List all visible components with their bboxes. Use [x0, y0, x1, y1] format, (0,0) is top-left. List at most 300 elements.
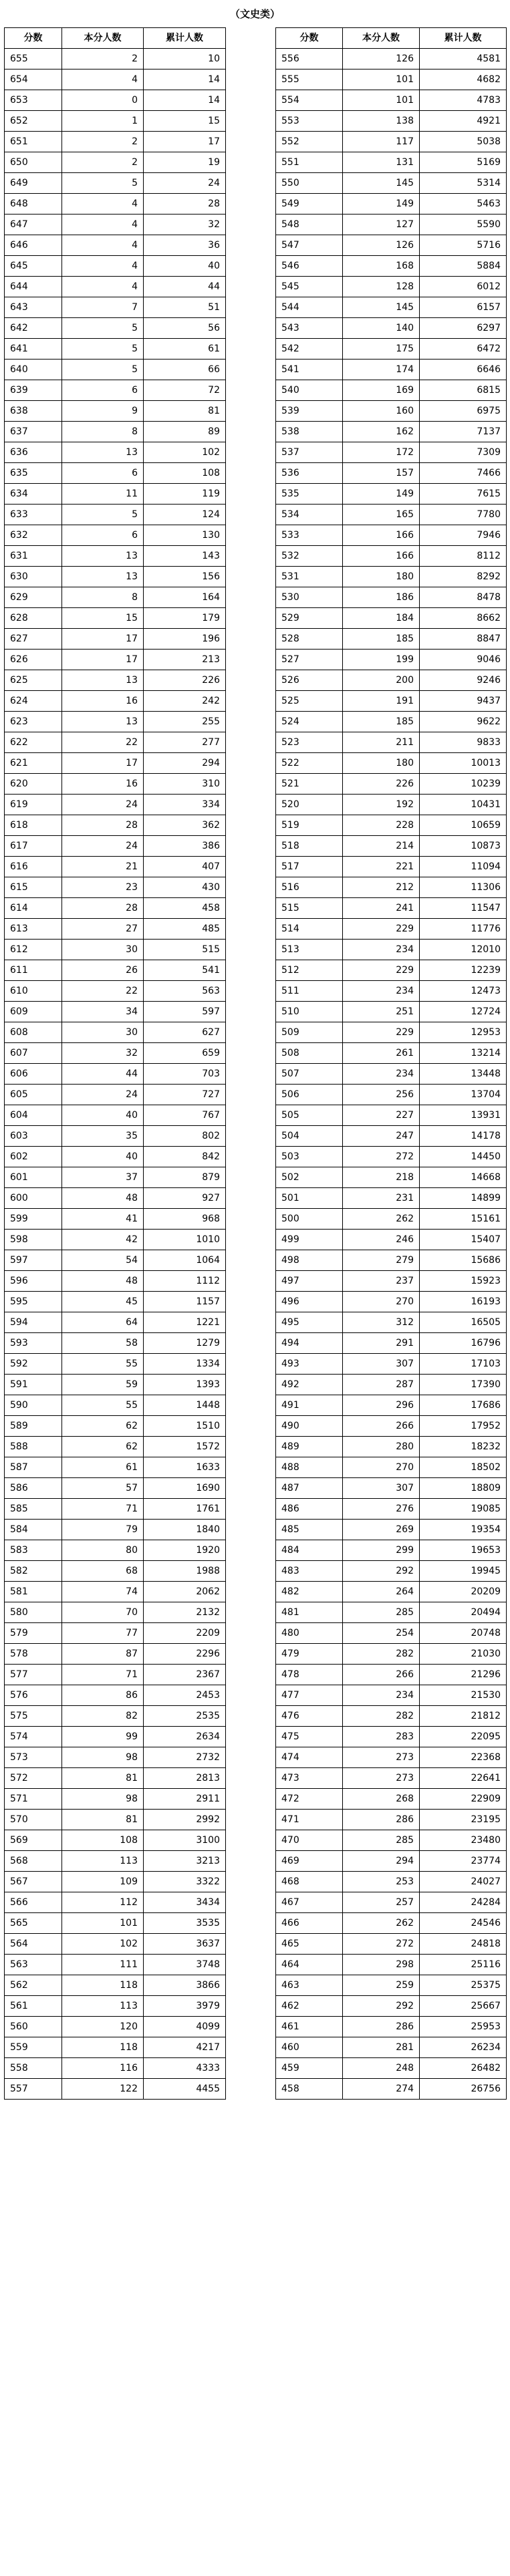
cumulative-cell: 6472: [420, 339, 507, 360]
cumulative-cell: 4455: [144, 2079, 226, 2100]
count-cell: 229: [343, 1022, 420, 1043]
cumulative-cell: 879: [144, 1167, 226, 1188]
cumulative-cell: 24027: [420, 1872, 507, 1892]
count-cell: 81: [62, 1768, 144, 1789]
count-cell: 234: [343, 1685, 420, 1706]
count-cell: 24: [62, 1085, 144, 1105]
count-cell: 180: [343, 567, 420, 587]
count-cell: 82: [62, 1706, 144, 1727]
score-cell: 552: [276, 132, 343, 152]
table-row: [276, 1416, 507, 1437]
count-cell: 68: [62, 1561, 144, 1582]
table-row: [5, 1851, 226, 1872]
score-cell: 561: [5, 1996, 62, 2017]
score-cell: 542: [276, 339, 343, 360]
table-row: [276, 1147, 507, 1167]
score-cell: 503: [276, 1147, 343, 1167]
score-cell: 533: [276, 525, 343, 546]
cumulative-cell: 6012: [420, 277, 507, 297]
count-cell: 48: [62, 1188, 144, 1209]
table-row: [5, 1167, 226, 1188]
table-row: [276, 1105, 507, 1126]
cumulative-cell: 659: [144, 1043, 226, 1064]
count-cell: 266: [343, 1665, 420, 1685]
table-row: [5, 1105, 226, 1126]
table-row: [5, 1271, 226, 1292]
count-cell: 6: [62, 463, 144, 484]
score-cell: 577: [5, 1665, 62, 1685]
count-cell: 86: [62, 1685, 144, 1706]
count-cell: 282: [343, 1644, 420, 1665]
table-row: [5, 69, 226, 90]
score-cell: 588: [5, 1437, 62, 1457]
cumulative-cell: 26482: [420, 2058, 507, 2079]
table-row: [276, 1892, 507, 1913]
count-cell: 126: [343, 235, 420, 256]
score-cell: 539: [276, 401, 343, 422]
table-row: [276, 1230, 507, 1250]
count-cell: 22: [62, 732, 144, 753]
cumulative-cell: 3748: [144, 1955, 226, 1975]
count-cell: 185: [343, 629, 420, 650]
cumulative-cell: 767: [144, 1105, 226, 1126]
count-cell: 169: [343, 380, 420, 401]
cumulative-cell: 19085: [420, 1499, 507, 1520]
table-row: [276, 1996, 507, 2017]
count-cell: 285: [343, 1830, 420, 1851]
score-cell: 560: [5, 2017, 62, 2037]
score-cell: 567: [5, 1872, 62, 1892]
table-row: [5, 836, 226, 857]
count-cell: 286: [343, 2017, 420, 2037]
table-row: [5, 1872, 226, 1892]
score-cell: 467: [276, 1892, 343, 1913]
count-cell: 2: [62, 152, 144, 173]
count-cell: 2: [62, 132, 144, 152]
table-row: [276, 1747, 507, 1768]
score-cell: 648: [5, 194, 62, 214]
cumulative-cell: 5169: [420, 152, 507, 173]
cumulative-cell: 16193: [420, 1292, 507, 1312]
count-cell: 118: [62, 1975, 144, 1996]
cumulative-cell: 2132: [144, 1602, 226, 1623]
score-cell: 629: [5, 587, 62, 608]
score-cell: 532: [276, 546, 343, 567]
table-row: [276, 1126, 507, 1147]
score-cell: 553: [276, 111, 343, 132]
table-row: [5, 1644, 226, 1665]
score-cell: 570: [5, 1810, 62, 1830]
count-cell: 13: [62, 442, 144, 463]
cumulative-cell: 12473: [420, 981, 507, 1002]
score-cell: 555: [276, 69, 343, 90]
table-row: [276, 877, 507, 898]
cumulative-cell: 3866: [144, 1975, 226, 1996]
cumulative-cell: 563: [144, 981, 226, 1002]
cumulative-cell: 4783: [420, 90, 507, 111]
cumulative-cell: 25116: [420, 1955, 507, 1975]
score-cell: 516: [276, 877, 343, 898]
score-cell: 575: [5, 1706, 62, 1727]
count-cell: 5: [62, 505, 144, 525]
cumulative-cell: 2367: [144, 1665, 226, 1685]
cumulative-cell: 1393: [144, 1375, 226, 1395]
table-row: [276, 1064, 507, 1085]
score-cell: 611: [5, 960, 62, 981]
count-cell: 272: [343, 1934, 420, 1955]
table-row: [5, 1685, 226, 1706]
count-cell: 257: [343, 1892, 420, 1913]
count-cell: 131: [343, 152, 420, 173]
score-cell: 511: [276, 981, 343, 1002]
count-cell: 296: [343, 1395, 420, 1416]
score-cell: 527: [276, 650, 343, 670]
cumulative-cell: 12010: [420, 940, 507, 960]
score-cell: 484: [276, 1540, 343, 1561]
cumulative-cell: 13931: [420, 1105, 507, 1126]
count-cell: 162: [343, 422, 420, 442]
count-cell: 24: [62, 836, 144, 857]
score-cell: 583: [5, 1540, 62, 1561]
count-cell: 28: [62, 815, 144, 836]
table-row: [276, 940, 507, 960]
table-row: [5, 1706, 226, 1727]
count-cell: 199: [343, 650, 420, 670]
table-row: [5, 981, 226, 1002]
count-cell: 40: [62, 1147, 144, 1167]
cumulative-cell: 2813: [144, 1768, 226, 1789]
count-cell: 8: [62, 587, 144, 608]
cumulative-cell: 9046: [420, 650, 507, 670]
cumulative-cell: 6157: [420, 297, 507, 318]
score-cell: 617: [5, 836, 62, 857]
count-cell: 109: [62, 1872, 144, 1892]
score-cell: 522: [276, 753, 343, 774]
count-cell: 292: [343, 1996, 420, 2017]
table-row: [5, 1188, 226, 1209]
cumulative-cell: 8662: [420, 608, 507, 629]
score-cell: 582: [5, 1561, 62, 1582]
table-row: [276, 463, 507, 484]
score-cell: 633: [5, 505, 62, 525]
count-cell: 13: [62, 546, 144, 567]
table-row: [276, 1768, 507, 1789]
score-cell: 517: [276, 857, 343, 877]
table-row: [5, 1602, 226, 1623]
score-cell: 651: [5, 132, 62, 152]
score-cell: 645: [5, 256, 62, 277]
count-cell: 172: [343, 442, 420, 463]
table-row: [5, 132, 226, 152]
cumulative-cell: 458: [144, 898, 226, 919]
count-cell: 168: [343, 256, 420, 277]
score-cell: 598: [5, 1230, 62, 1250]
cumulative-cell: 18502: [420, 1457, 507, 1478]
cumulative-cell: 15: [144, 111, 226, 132]
score-cell: 474: [276, 1747, 343, 1768]
table-row: [276, 49, 507, 69]
score-cell: 494: [276, 1333, 343, 1354]
count-cell: 35: [62, 1126, 144, 1147]
count-cell: 77: [62, 1623, 144, 1644]
cumulative-cell: 727: [144, 1085, 226, 1105]
table-row: [5, 940, 226, 960]
count-cell: 4: [62, 69, 144, 90]
table-row: [276, 1354, 507, 1375]
table-row: [276, 422, 507, 442]
count-cell: 11: [62, 484, 144, 505]
count-cell: 268: [343, 1789, 420, 1810]
score-cell: 608: [5, 1022, 62, 1043]
count-cell: 17: [62, 753, 144, 774]
score-cell: 579: [5, 1623, 62, 1644]
score-cell: 531: [276, 567, 343, 587]
count-cell: 149: [343, 484, 420, 505]
score-cell: 470: [276, 1830, 343, 1851]
score-cell: 535: [276, 484, 343, 505]
count-cell: 287: [343, 1375, 420, 1395]
table-row: [276, 484, 507, 505]
cumulative-cell: 1633: [144, 1457, 226, 1478]
cumulative-cell: 1988: [144, 1561, 226, 1582]
cumulative-cell: 10013: [420, 753, 507, 774]
cumulative-cell: 7946: [420, 525, 507, 546]
table-row: [5, 214, 226, 235]
score-cell: 490: [276, 1416, 343, 1437]
cumulative-cell: 20748: [420, 1623, 507, 1644]
cumulative-cell: 1010: [144, 1230, 226, 1250]
header-count: 本分人数: [343, 28, 420, 49]
cumulative-cell: 21812: [420, 1706, 507, 1727]
count-cell: 34: [62, 1002, 144, 1022]
table-row: [5, 567, 226, 587]
cumulative-cell: 703: [144, 1064, 226, 1085]
table-row: [276, 567, 507, 587]
cumulative-cell: 334: [144, 795, 226, 815]
score-cell: 625: [5, 670, 62, 691]
cumulative-cell: 196: [144, 629, 226, 650]
cumulative-cell: 1064: [144, 1250, 226, 1271]
count-cell: 116: [62, 2058, 144, 2079]
cumulative-cell: 25375: [420, 1975, 507, 1996]
header-score: 分数: [5, 28, 62, 49]
cumulative-cell: 14668: [420, 1167, 507, 1188]
score-cell: 507: [276, 1064, 343, 1085]
score-cell: 581: [5, 1582, 62, 1602]
count-cell: 5: [62, 360, 144, 380]
cumulative-cell: 26756: [420, 2079, 507, 2100]
count-cell: 184: [343, 608, 420, 629]
cumulative-cell: 10239: [420, 774, 507, 795]
table-row: [5, 1292, 226, 1312]
cumulative-cell: 2634: [144, 1727, 226, 1747]
cumulative-cell: 10: [144, 49, 226, 69]
cumulative-cell: 11776: [420, 919, 507, 940]
count-cell: 81: [62, 1810, 144, 1830]
score-cell: 627: [5, 629, 62, 650]
count-cell: 17: [62, 650, 144, 670]
count-cell: 234: [343, 981, 420, 1002]
table-row: [276, 1312, 507, 1333]
table-row: [5, 2058, 226, 2079]
score-cell: 639: [5, 380, 62, 401]
count-cell: 291: [343, 1333, 420, 1354]
cumulative-cell: 485: [144, 919, 226, 940]
count-cell: 120: [62, 2017, 144, 2037]
score-cell: 500: [276, 1209, 343, 1230]
table-row: [5, 297, 226, 318]
table-row: [276, 360, 507, 380]
cumulative-cell: 17686: [420, 1395, 507, 1416]
table-row: [276, 339, 507, 360]
count-cell: 16: [62, 774, 144, 795]
table-row: [276, 132, 507, 152]
cumulative-cell: 24: [144, 173, 226, 194]
score-cell: 620: [5, 774, 62, 795]
table-row: [5, 318, 226, 339]
count-cell: 228: [343, 815, 420, 836]
cumulative-cell: 1690: [144, 1478, 226, 1499]
cumulative-cell: 14899: [420, 1188, 507, 1209]
cumulative-cell: 17103: [420, 1354, 507, 1375]
table-row: [276, 1810, 507, 1830]
cumulative-cell: 4682: [420, 69, 507, 90]
cumulative-cell: 242: [144, 691, 226, 712]
score-cell: 557: [5, 2079, 62, 2100]
table-row: [5, 587, 226, 608]
table-row: [276, 1457, 507, 1478]
count-cell: 286: [343, 1810, 420, 1830]
table-row: [276, 836, 507, 857]
cumulative-cell: 61: [144, 339, 226, 360]
score-cell: 642: [5, 318, 62, 339]
score-cell: 607: [5, 1043, 62, 1064]
cumulative-cell: 44: [144, 277, 226, 297]
cumulative-cell: 10659: [420, 815, 507, 836]
cumulative-cell: 4217: [144, 2037, 226, 2058]
count-cell: 145: [343, 173, 420, 194]
page-title: （文史类）: [229, 8, 280, 20]
cumulative-cell: 407: [144, 857, 226, 877]
score-cell: 634: [5, 484, 62, 505]
count-cell: 24: [62, 795, 144, 815]
cumulative-cell: 8847: [420, 629, 507, 650]
cumulative-cell: 81: [144, 401, 226, 422]
count-cell: 128: [343, 277, 420, 297]
table-row: [276, 2037, 507, 2058]
cumulative-cell: 19354: [420, 1520, 507, 1540]
score-cell: 638: [5, 401, 62, 422]
cumulative-cell: 3100: [144, 1830, 226, 1851]
header-row: [276, 28, 507, 49]
cumulative-cell: 3979: [144, 1996, 226, 2017]
count-cell: 26: [62, 960, 144, 981]
score-cell: 523: [276, 732, 343, 753]
score-cell: 460: [276, 2037, 343, 2058]
table-row: [276, 691, 507, 712]
count-cell: 4: [62, 277, 144, 297]
score-cell: 469: [276, 1851, 343, 1872]
count-cell: 126: [343, 49, 420, 69]
cumulative-cell: 1510: [144, 1416, 226, 1437]
cumulative-cell: 3434: [144, 1892, 226, 1913]
table-row: [5, 194, 226, 214]
score-cell: 505: [276, 1105, 343, 1126]
count-cell: 62: [62, 1437, 144, 1457]
table-row: [276, 546, 507, 567]
table-row: [5, 1126, 226, 1147]
count-cell: 149: [343, 194, 420, 214]
count-cell: 261: [343, 1043, 420, 1064]
cumulative-cell: 310: [144, 774, 226, 795]
score-cell: 590: [5, 1395, 62, 1416]
cumulative-cell: 4333: [144, 2058, 226, 2079]
table-row: [276, 442, 507, 463]
cumulative-cell: 16796: [420, 1333, 507, 1354]
count-cell: 279: [343, 1250, 420, 1271]
cumulative-cell: 13214: [420, 1043, 507, 1064]
score-cell: 591: [5, 1375, 62, 1395]
score-cell: 605: [5, 1085, 62, 1105]
count-cell: 270: [343, 1292, 420, 1312]
count-cell: 4: [62, 235, 144, 256]
cumulative-cell: 14: [144, 90, 226, 111]
table-row: [5, 1375, 226, 1395]
cumulative-cell: 2296: [144, 1644, 226, 1665]
score-cell: 526: [276, 670, 343, 691]
table-row: [5, 650, 226, 670]
cumulative-cell: 19945: [420, 1561, 507, 1582]
score-cell: 498: [276, 1250, 343, 1271]
score-cell: 569: [5, 1830, 62, 1851]
score-cell: 530: [276, 587, 343, 608]
score-cell: 482: [276, 1582, 343, 1602]
table-row: [5, 857, 226, 877]
score-cell: 610: [5, 981, 62, 1002]
table-row: [5, 277, 226, 297]
score-cell: 576: [5, 1685, 62, 1706]
cumulative-cell: 21030: [420, 1644, 507, 1665]
table-row: [276, 608, 507, 629]
score-cell: 626: [5, 650, 62, 670]
score-cell: 586: [5, 1478, 62, 1499]
table-row: [276, 1602, 507, 1623]
score-cell: 646: [5, 235, 62, 256]
table-row: [5, 1913, 226, 1934]
table-row: [5, 1540, 226, 1561]
count-cell: 256: [343, 1085, 420, 1105]
count-cell: 174: [343, 360, 420, 380]
count-cell: 264: [343, 1582, 420, 1602]
cumulative-cell: 32: [144, 214, 226, 235]
count-cell: 281: [343, 2037, 420, 2058]
cumulative-cell: 25667: [420, 1996, 507, 2017]
table-row: [5, 1892, 226, 1913]
table-row: [5, 1830, 226, 1851]
count-cell: 101: [343, 69, 420, 90]
count-cell: 55: [62, 1354, 144, 1375]
count-cell: 165: [343, 505, 420, 525]
cumulative-cell: 9622: [420, 712, 507, 732]
score-cell: 464: [276, 1955, 343, 1975]
count-cell: 13: [62, 712, 144, 732]
table-row: [276, 111, 507, 132]
count-cell: 175: [343, 339, 420, 360]
score-cell: 631: [5, 546, 62, 567]
header-cumulative: 累计人数: [420, 28, 507, 49]
score-cell: 525: [276, 691, 343, 712]
header-cumulative: 累计人数: [144, 28, 226, 49]
